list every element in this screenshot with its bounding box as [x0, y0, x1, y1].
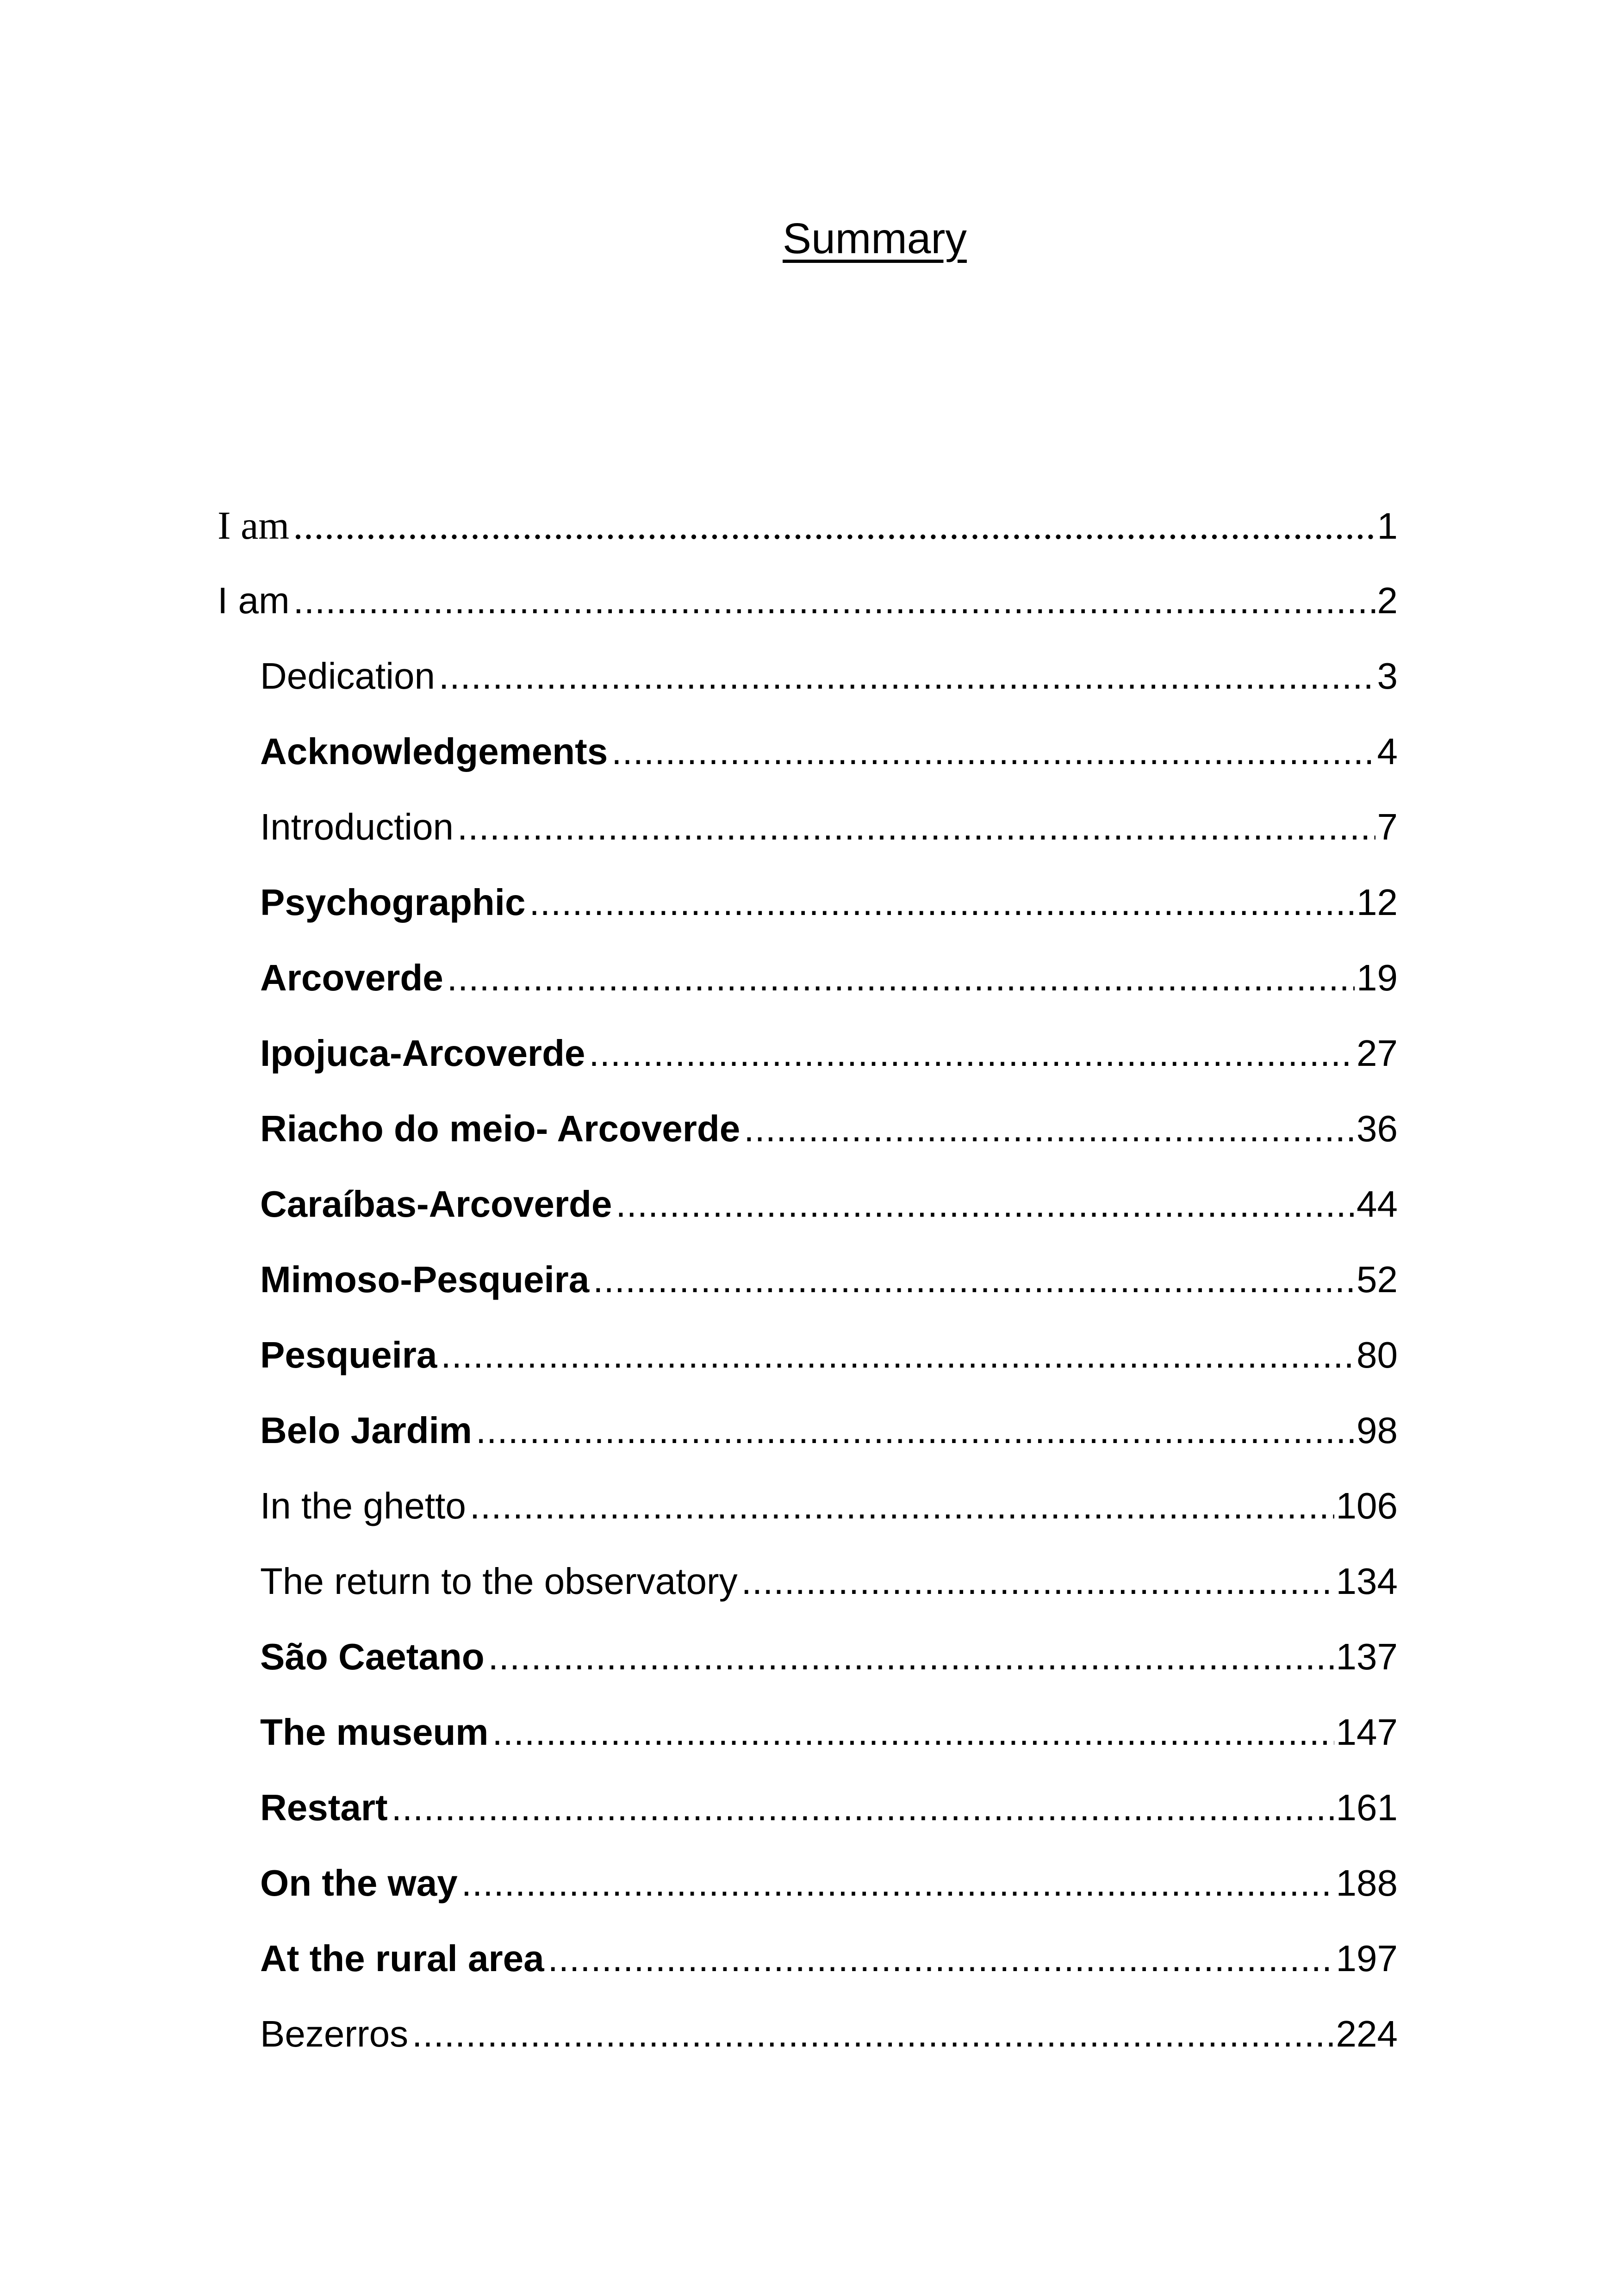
toc-entry-page-number: 188: [1336, 1862, 1398, 1904]
dot-leader: [616, 1176, 1355, 1232]
toc-entry[interactable]: [218, 875, 1398, 950]
toc-entry-label: I am: [218, 580, 290, 621]
toc-entry-page-number: 44: [1357, 1183, 1398, 1225]
toc-entry-label: Riacho do meio- Arcoverde: [260, 1108, 741, 1149]
toc-entry-label: Acknowledgements: [260, 731, 608, 772]
toc-entry-label: The museum: [260, 1711, 489, 1753]
toc-entry[interactable]: [218, 2006, 1398, 2082]
dot-leader: [589, 1026, 1355, 1081]
toc-entry-page-number: 224: [1336, 2013, 1398, 2054]
toc-entry-label: On the way: [260, 1862, 458, 1904]
dot-leader: [476, 1403, 1355, 1458]
dot-leader: [741, 1554, 1334, 1609]
toc-entry-label: In the ghetto: [260, 1485, 466, 1526]
toc-entry-label: Psychographic: [260, 882, 526, 923]
toc-entry-page-number: 106: [1336, 1485, 1398, 1526]
toc-entry[interactable]: [218, 1252, 1398, 1327]
toc-entry-label: Arcoverde: [260, 957, 443, 998]
toc-entry-page-number: 80: [1357, 1334, 1398, 1375]
toc-entry[interactable]: [218, 573, 1398, 648]
dot-leader: [492, 1705, 1334, 1760]
toc-entry-page-number: 12: [1357, 882, 1398, 923]
dot-leader: [392, 1780, 1334, 1836]
dot-leader: [548, 1931, 1334, 1986]
dot-leader: [593, 1252, 1355, 1307]
toc-entry-page-number: 161: [1336, 1787, 1398, 1828]
toc-entry-label: I am: [218, 503, 290, 548]
toc-entry-label: Bezerros: [260, 2013, 409, 2054]
toc-entry[interactable]: [218, 1478, 1398, 1554]
toc-entry[interactable]: [218, 1101, 1398, 1176]
toc-entry[interactable]: [218, 799, 1398, 875]
toc-entry-page-number: 197: [1336, 1938, 1398, 1979]
toc-entry-page-number: 19: [1357, 957, 1398, 998]
dot-leader: [488, 1629, 1334, 1685]
toc-entry[interactable]: [218, 1176, 1398, 1252]
toc-entry[interactable]: [218, 724, 1398, 799]
toc-entry-page-number: 137: [1336, 1636, 1398, 1677]
table-of-contents: [218, 498, 1398, 2082]
toc-entry[interactable]: [218, 1026, 1398, 1101]
dot-leader: [293, 498, 1375, 553]
toc-entry-page-number: 2: [1377, 580, 1398, 621]
toc-entry-page-number: 147: [1336, 1711, 1398, 1753]
toc-entry-label: Dedication: [260, 655, 436, 697]
toc-entry-page-number: 1: [1377, 505, 1398, 547]
toc-entry-label: Caraíbas-Arcoverde: [260, 1183, 612, 1225]
toc-entry-page-number: 98: [1357, 1410, 1398, 1451]
toc-entry[interactable]: [218, 648, 1398, 724]
toc-entry[interactable]: [218, 950, 1398, 1026]
toc-entry-page-number: 52: [1357, 1259, 1398, 1300]
toc-entry-page-number: 7: [1377, 806, 1398, 847]
dot-leader: [611, 724, 1375, 779]
toc-entry-label: Ipojuca-Arcoverde: [260, 1033, 585, 1074]
dot-leader: [293, 573, 1375, 628]
toc-entry-label: Introduction: [260, 806, 454, 847]
toc-entry[interactable]: [218, 1554, 1398, 1629]
toc-entry-page-number: 27: [1357, 1033, 1398, 1074]
toc-entry[interactable]: [218, 1629, 1398, 1705]
toc-entry-page-number: 134: [1336, 1561, 1398, 1602]
toc-entry[interactable]: [218, 1403, 1398, 1478]
page-title: Summary: [783, 214, 967, 262]
toc-entry-label: Restart: [260, 1787, 388, 1828]
toc-entry[interactable]: [218, 1931, 1398, 2006]
toc-entry-label: The return to the observatory: [260, 1561, 738, 1602]
toc-entry[interactable]: [218, 1705, 1398, 1780]
toc-entry[interactable]: [218, 498, 1398, 573]
toc-entry-label: São Caetano: [260, 1636, 485, 1677]
dot-leader: [470, 1478, 1334, 1534]
toc-entry-label: Pesqueira: [260, 1334, 437, 1375]
dot-leader: [744, 1101, 1355, 1157]
dot-leader: [457, 799, 1375, 855]
dot-leader: [529, 875, 1355, 930]
toc-entry-page-number: 4: [1377, 731, 1398, 772]
dot-leader: [447, 950, 1355, 1006]
toc-entry-page-number: 36: [1357, 1108, 1398, 1149]
dot-leader: [461, 1855, 1334, 1911]
toc-entry-label: Mimoso-Pesqueira: [260, 1259, 590, 1300]
dot-leader: [412, 2006, 1334, 2062]
toc-entry[interactable]: [218, 1855, 1398, 1931]
toc-entry[interactable]: [218, 1780, 1398, 1855]
dot-leader: [439, 648, 1375, 704]
toc-entry-label: Belo Jardim: [260, 1410, 472, 1451]
toc-entry-page-number: 3: [1377, 655, 1398, 697]
dot-leader: [441, 1327, 1355, 1383]
toc-entry[interactable]: [218, 1327, 1398, 1403]
toc-entry-label: At the rural area: [260, 1938, 544, 1979]
